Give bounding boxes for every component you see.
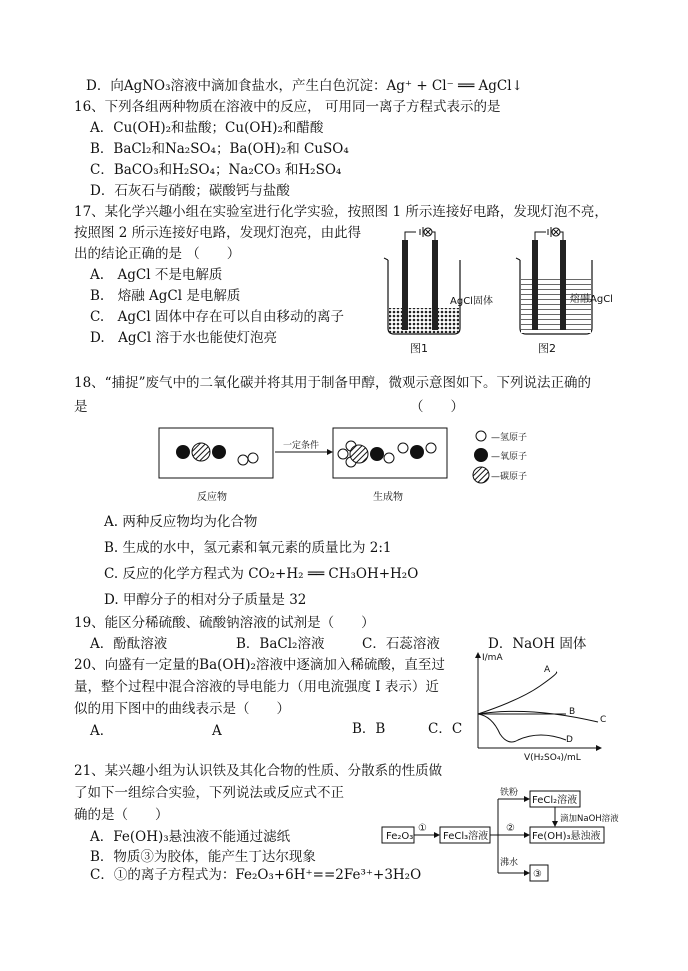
- curve-d: [478, 714, 566, 742]
- fig2-label: 熔融AgCl: [570, 294, 613, 305]
- curve-c: [478, 711, 598, 722]
- q19-option-c: C．石蕊溶液: [362, 636, 440, 652]
- q21-stem-3: 确的是（ ）: [74, 807, 169, 823]
- q18-paren: （ ）: [410, 399, 464, 415]
- figure-2-beaker: [516, 227, 613, 355]
- q18-stem-1: 18、“捕捉”废气中的二氧化碳并将其用于制备甲醇，微观示意图如下。下列说法正确的: [74, 375, 591, 391]
- q19-option-d: D．NaOH 固体: [488, 636, 587, 652]
- flow-product-3: ③: [533, 869, 542, 880]
- q16-option-c: C．BaCO₃和H₂SO₄；Na₂CO₃ 和H₂SO₄: [90, 162, 342, 178]
- q20-option-b: B．B: [352, 721, 386, 737]
- q21-option-b: B．物质③为胶体，能产生丁达尔现象: [90, 849, 316, 865]
- legend-oxygen: —氧原子: [491, 452, 528, 462]
- q20-option-a: A．: [90, 723, 114, 739]
- legend-carbon: —碳原子: [491, 472, 528, 482]
- q16-option-d: D．石灰石与硝酸；碳酸钙与盐酸: [90, 183, 290, 199]
- q17-option-c: C. AgCl 固体中存在可以自由移动的离子: [90, 309, 344, 325]
- q20-option-c: C．C: [428, 721, 463, 737]
- flow-iron-powder: 铁粉: [500, 788, 519, 798]
- q20-stem-3: 似的用下图中的曲线表示是（ ）: [74, 701, 290, 717]
- q17-stem-2: 按照图 2 所示连接好电路，发现灯泡亮，由此得: [74, 225, 362, 241]
- q20-option-a-letter: A: [212, 723, 222, 739]
- x-axis-label: V(H₂SO₄)/mL: [524, 753, 581, 763]
- q21-flow-diagram: [380, 785, 640, 885]
- condition-label: 一定条件: [283, 441, 320, 451]
- q21-stem-1: 21、某兴趣小组为认识铁及其化合物的性质、分散系的性质做: [74, 763, 443, 779]
- q17-circuit-figures: [380, 222, 640, 362]
- legend-hydrogen: —氢原子: [491, 433, 528, 443]
- q20-stem-2: 量，整个过程中混合溶液的导电能力（用电流强度 I 表示）近: [74, 679, 439, 695]
- y-axis-label: I/mA: [482, 653, 503, 663]
- q20-conductivity-graph: [470, 650, 620, 763]
- q16-option-b: B．BaCl₂和Na₂SO₄；Ba(OH)₂和 CuSO₄: [90, 141, 349, 157]
- q15-option-d: D．向AgNO₃溶液中滴加食盐水，产生白色沉淀：Ag⁺ + Cl⁻ ══ AgCl↓: [86, 78, 523, 94]
- q21-option-c: C．①的离子方程式为：Fe₂O₃+6H⁺==2Fe³⁺+3H₂O: [90, 867, 422, 883]
- q16-stem: 16、下列各组两种物质在溶液中的反应， 可用同一离子方程式表示的是: [74, 99, 501, 115]
- q17-stem-1: 17、某化学兴趣小组在实验室进行化学实验，按照图 1 所示连接好电路，发现灯泡不亮，: [74, 204, 608, 220]
- q20-stem-1: 20、向盛有一定量的Ba(OH)₂溶液中逐滴加入稀硫酸，直至过: [74, 657, 445, 673]
- q16-option-a: A．Cu(OH)₂和盐酸；Cu(OH)₂和醋酸: [90, 120, 324, 136]
- q18-option-c: C. 反应的化学方程式为 CO₂+H₂ ══ CH₃OH+H₂O: [104, 566, 419, 582]
- q19-stem: 19、能区分稀硫酸、硫酸钠溶液的试剂是（ ）: [74, 615, 375, 631]
- q18-option-a: A. 两种反应物均为化合物: [104, 514, 258, 530]
- curve-c-label: C: [600, 715, 607, 725]
- q17-option-a: A. AgCl 不是电解质: [90, 267, 223, 283]
- curve-a: [478, 672, 557, 714]
- q17-stem-3: 出的结论正确的是 （ ）: [74, 246, 241, 262]
- q21-stem-2: 了如下一组综合实验，下列说法或反应式不正: [74, 785, 344, 801]
- flow-boiling-water: 沸水: [500, 858, 519, 868]
- q19-option-a: A．酚酞溶液: [90, 636, 168, 652]
- reactant-label: 反应物: [197, 492, 227, 503]
- q18-option-d: D. 甲醇分子的相对分子质量是 32: [104, 592, 307, 608]
- figure-1-beaker: [384, 227, 493, 355]
- q18-option-b: B. 生成的水中，氢元素和氧元素的质量比为 2:1: [104, 540, 392, 556]
- q18-stem-2: 是: [74, 399, 88, 415]
- fig1-label: AgCl固体: [450, 296, 493, 307]
- product-label: 生成物: [373, 492, 403, 503]
- flow-step-2: ②: [506, 823, 515, 834]
- flow-fe2o3: Fe₂O₃: [386, 831, 414, 842]
- q21-option-a: A．Fe(OH)₃悬浊液不能通过滤纸: [90, 829, 291, 845]
- flow-step-1: ①: [418, 823, 427, 834]
- curve-a-label: A: [544, 665, 551, 675]
- fig1-caption: 图1: [410, 342, 428, 355]
- flow-feoh3: Fe(OH)₃悬浊液: [532, 831, 601, 842]
- fig2-caption: 图2: [538, 342, 556, 355]
- q17-option-b: B. 熔融 AgCl 是电解质: [90, 288, 241, 304]
- flow-fecl2: FeCl₂溶液: [532, 795, 578, 806]
- q18-molecule-diagram: [155, 420, 595, 510]
- curve-b-label: B: [569, 707, 576, 717]
- q19-option-b: B．BaCl₂溶液: [236, 636, 325, 652]
- q17-option-d: D. AgCl 溶于水也能使灯泡亮: [90, 330, 277, 346]
- curve-d-label: D: [566, 735, 573, 745]
- flow-naoh: 滴加NaOH溶液: [560, 814, 619, 824]
- flow-fecl3: FeCl₃溶液: [443, 831, 489, 842]
